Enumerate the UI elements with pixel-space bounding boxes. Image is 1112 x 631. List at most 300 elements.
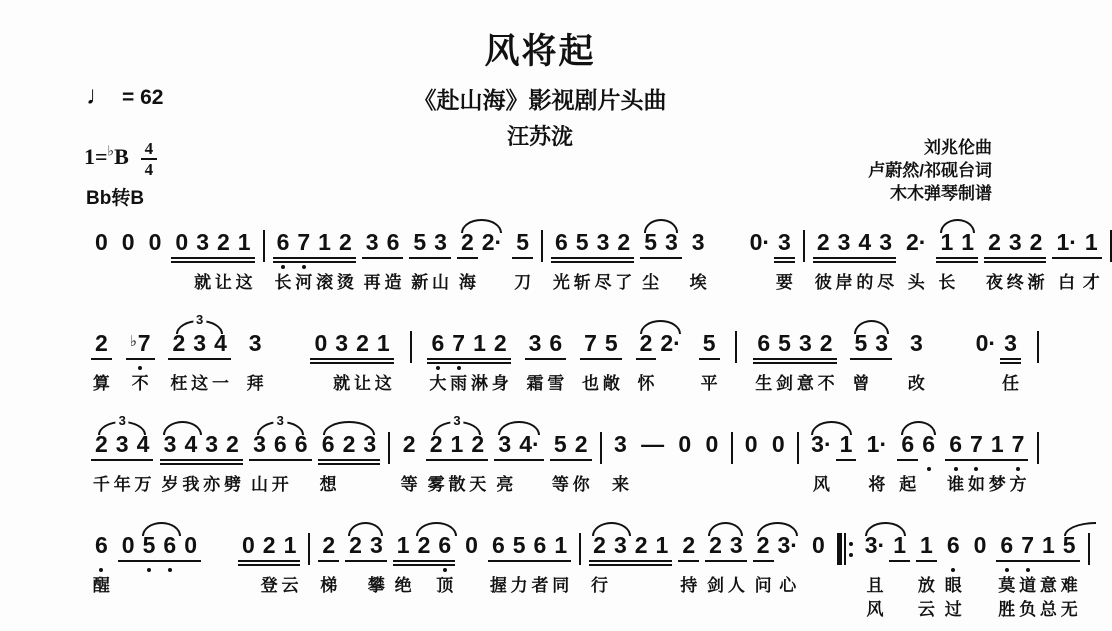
note-number: 2·: [906, 229, 927, 255]
note-number: 0: [465, 532, 478, 558]
lyric: 斩: [573, 273, 591, 292]
note-value: [808, 533, 829, 567]
note-number: 3: [163, 431, 177, 457]
barline: [797, 432, 799, 464]
note-number: 6: [1000, 532, 1014, 558]
note-value: [160, 432, 181, 466]
note-number: 2·: [481, 229, 503, 255]
note-value: [427, 331, 448, 365]
note-token: [966, 432, 987, 497]
note-number: 2: [262, 532, 276, 558]
note-number: 3: [205, 431, 219, 457]
note-group: [916, 533, 937, 622]
lyric: 亮: [496, 475, 514, 494]
note-value: [359, 432, 380, 466]
note-number: 3: [798, 330, 812, 356]
note-number: 0·: [749, 229, 771, 255]
slur-arc: [901, 421, 936, 435]
music-line: [88, 413, 1044, 497]
lyric: 这: [191, 374, 209, 393]
note-token: [171, 230, 192, 295]
lyric: 大: [429, 374, 447, 393]
note-token: [512, 230, 533, 295]
note-token: [383, 230, 404, 295]
octave-dot: [457, 366, 461, 370]
artist-name: 汪苏泷: [506, 124, 573, 149]
barline: [1088, 533, 1090, 565]
note-value: [795, 331, 816, 365]
note-group: [753, 331, 836, 396]
note-value: [409, 230, 430, 264]
note-number: 6: [946, 532, 960, 558]
note-token: [945, 432, 966, 497]
note-token: [213, 230, 234, 295]
lyric: 就: [333, 374, 351, 393]
note-token: [91, 230, 112, 295]
note-group: [310, 331, 393, 396]
note-token: [551, 230, 572, 295]
note-value: [753, 533, 774, 567]
note-token: [610, 533, 631, 622]
lyric: 山: [251, 475, 268, 494]
note-value: [133, 432, 154, 466]
note-number: 3: [498, 431, 512, 457]
lyric: 梦: [988, 475, 1006, 494]
note-value: [1081, 230, 1102, 264]
note-token: [610, 432, 631, 497]
repeat-thin-bar: [844, 533, 846, 565]
note-group: [118, 533, 201, 622]
lyric: 风: [812, 475, 830, 494]
note-number: 2: [634, 532, 648, 558]
note-value: [589, 533, 610, 567]
lyric: 枉: [170, 374, 188, 393]
note-value: [701, 432, 722, 466]
note-value: [1026, 230, 1047, 264]
note-number: 1: [655, 532, 669, 558]
note-group: [399, 432, 420, 497]
slur-arc: [757, 522, 798, 536]
note-token: [768, 432, 789, 497]
note-number: 7: [970, 431, 983, 457]
lyric: 任: [1001, 374, 1019, 393]
lyric: 散: [448, 475, 466, 494]
note-group: [318, 533, 339, 622]
lyric: 绝: [394, 576, 412, 595]
note-token: [192, 230, 213, 295]
slur-arc: [640, 320, 681, 334]
note-group: [636, 331, 685, 396]
note-number: 7: [584, 330, 597, 356]
note-number: 6: [757, 330, 771, 356]
slur-arc: [854, 320, 889, 334]
note-token: [457, 230, 478, 295]
note-value: [936, 230, 957, 264]
note-number: 1: [990, 431, 1004, 457]
note-token: [91, 533, 112, 622]
note-token: [863, 432, 891, 497]
note-token: [746, 230, 774, 295]
slur-arc: [416, 522, 457, 536]
note-token: [571, 432, 592, 497]
note-token: [314, 230, 335, 295]
lyric: 滚: [316, 273, 334, 292]
note-group: [906, 331, 927, 396]
note-number: 4: [136, 431, 150, 457]
note-number: 2: [988, 229, 1001, 255]
note-token: [478, 230, 506, 295]
key-letter: B: [114, 144, 129, 170]
note-number: 6: [901, 431, 915, 457]
note-value: [863, 432, 891, 466]
note-token: [467, 432, 488, 497]
lyric: 烫: [336, 273, 354, 292]
note-value: [189, 331, 210, 365]
note-value: [871, 331, 892, 365]
note-value: [678, 533, 699, 567]
note-number: 6: [491, 532, 505, 558]
note-token: [145, 230, 166, 295]
note-token: [699, 331, 720, 396]
note-value: [366, 533, 387, 567]
slur-arc: [348, 522, 383, 536]
lyric: 天: [469, 475, 487, 494]
note-token: [918, 432, 939, 497]
note-number: 3: [729, 532, 743, 558]
note-group: [171, 230, 254, 295]
note-number: 0: [121, 229, 135, 255]
note-token: [816, 331, 837, 396]
lyric: 亦: [203, 475, 221, 494]
note-value: [509, 533, 530, 567]
note-group: [580, 331, 622, 396]
note-group: [996, 533, 1079, 622]
transcriber-credit: 木木弹琴制谱: [890, 184, 992, 203]
note-group: [688, 230, 709, 295]
lyric-verse2: 负: [1019, 600, 1037, 619]
note-token: [345, 533, 366, 622]
note-value: [448, 331, 469, 365]
note-value: [610, 533, 631, 567]
song-subtitle: 《赴山海》影视剧片头曲: [413, 87, 667, 113]
lyric: 白: [1058, 273, 1076, 292]
lyric: 眼: [944, 576, 962, 595]
note-number: 3: [1004, 330, 1017, 356]
note-number: 3: [196, 229, 209, 255]
lyric: 雾: [427, 475, 445, 494]
note-group: [807, 432, 856, 497]
note-number: 3: [115, 431, 129, 457]
note-number: 3: [434, 229, 447, 255]
note-token: [652, 533, 673, 622]
note-group: [91, 413, 153, 497]
flat-icon: ♭: [107, 144, 115, 160]
note-number: 6: [431, 330, 445, 356]
note-number: 3: [664, 229, 678, 255]
note-token: [640, 230, 661, 295]
lyric: 尽: [594, 273, 612, 292]
lyric: 霜: [526, 374, 544, 393]
barline: [388, 432, 390, 464]
note-number: 3: [1008, 229, 1022, 255]
note-token: [970, 533, 991, 622]
note-value: [836, 432, 857, 466]
octave-dot: [927, 467, 931, 471]
note-group: [238, 533, 300, 622]
note-value: [774, 331, 795, 365]
note-number: —: [641, 431, 665, 457]
note-number: 1: [376, 330, 390, 356]
note-group: [945, 432, 1028, 497]
note-value: [726, 533, 747, 567]
slur-arc: [163, 421, 202, 435]
note-token: [957, 230, 978, 295]
note-value: [1038, 533, 1059, 567]
note-token: [339, 432, 360, 497]
lyric: 者: [531, 576, 549, 595]
quarter-note-icon: ♩: [86, 80, 112, 110]
note-number: 1·: [1056, 229, 1077, 255]
note-token: [807, 432, 835, 497]
note-value: [972, 331, 1000, 365]
lyric: 顶: [436, 576, 454, 595]
note-token: [222, 432, 243, 497]
note-number: 0: [121, 532, 135, 558]
note-number: 6: [386, 229, 400, 255]
barline: [541, 230, 543, 262]
note-group: [551, 230, 634, 295]
note-number: 1·: [866, 431, 888, 457]
slur-arc: [461, 219, 502, 233]
octave-dot: [1016, 467, 1020, 471]
note-number: 3: [335, 330, 349, 356]
lyric: 尘: [642, 273, 660, 292]
note-number: 3: [879, 229, 893, 255]
note-token: [515, 432, 543, 497]
note-number: 2: [574, 431, 588, 457]
note-number: 2: [349, 532, 362, 558]
note-number: 2: [471, 431, 485, 457]
note-group: [512, 230, 533, 295]
note-group: [972, 331, 1021, 396]
note-value: [210, 331, 231, 365]
barline: [735, 331, 737, 363]
note-value: [245, 331, 266, 365]
lyric: 方: [1009, 475, 1027, 494]
note-value: [571, 432, 592, 466]
lyric: 河: [295, 273, 313, 292]
note-group: [91, 230, 112, 295]
note-group: [813, 230, 896, 295]
lyric-verse2: 风: [866, 600, 884, 619]
note-token: [427, 331, 448, 396]
note-group: [897, 432, 939, 497]
lyric: 人: [727, 576, 745, 595]
slur-arc: [865, 522, 906, 536]
note-number: 5: [702, 330, 716, 356]
note-number: 0: [973, 532, 987, 558]
note-token: [916, 533, 937, 622]
note-token: [318, 432, 339, 497]
lyric: 剑: [776, 374, 794, 393]
note-group: [345, 533, 387, 622]
note-token: [318, 533, 339, 622]
note-group: [362, 230, 404, 295]
note-group: [245, 331, 266, 396]
note-value: [1017, 533, 1038, 567]
note-token: [469, 331, 490, 396]
note-value: [234, 230, 255, 264]
note-number: 7: [137, 330, 151, 356]
note-token: [509, 533, 530, 622]
note-group: [494, 432, 543, 497]
note-number: 2: [356, 330, 369, 356]
note-value: [530, 533, 551, 567]
note-token: [678, 533, 699, 622]
note-value: [457, 230, 478, 264]
note-value: [551, 230, 572, 264]
note-number: 1: [920, 532, 933, 558]
lyric: 问: [754, 576, 772, 595]
note-group: [91, 331, 112, 396]
note-group: [1052, 230, 1101, 295]
note-number: 1: [318, 229, 331, 255]
note-value: [1000, 331, 1021, 365]
note-token: [1008, 432, 1029, 497]
lyric: 将: [868, 475, 886, 494]
lyric: 渐: [1027, 273, 1045, 292]
note-value: [601, 331, 622, 365]
note-token: [293, 230, 314, 295]
note-value: [201, 432, 222, 466]
note-number: 2: [756, 532, 770, 558]
octave-dot: [1026, 568, 1030, 572]
note-value: [461, 533, 482, 567]
barline: [1037, 331, 1039, 363]
octave-dot: [954, 467, 958, 471]
time-signature-top: 4: [144, 139, 154, 158]
note-token: [1017, 533, 1038, 622]
note-value: [861, 533, 889, 567]
note-token: [1026, 230, 1047, 295]
note-token: [238, 533, 259, 622]
barline: [731, 432, 733, 464]
note-group: [589, 533, 672, 622]
barline: [1037, 432, 1039, 464]
lyric: 醒: [92, 576, 110, 595]
note-value: [550, 432, 571, 466]
triplet-number: 3: [274, 413, 287, 428]
lyric: 长: [938, 273, 956, 292]
note-token: [1005, 230, 1026, 295]
note-number: 5: [854, 330, 868, 356]
note-number: 3: [691, 229, 705, 255]
note-number: 0: [678, 431, 692, 457]
note-value: [159, 533, 180, 567]
lyric: 剑: [707, 576, 725, 595]
note-number: 0: [811, 532, 825, 558]
lyric: 要: [775, 273, 793, 292]
note-value: [996, 533, 1017, 567]
note-value: [488, 533, 509, 567]
note-token: [741, 432, 762, 497]
note-token: [593, 230, 614, 295]
note-value: [171, 230, 192, 264]
note-group: [145, 230, 166, 295]
lyric: 平: [700, 374, 718, 393]
lyric: 光: [552, 273, 570, 292]
note-group: [118, 230, 139, 295]
note-number: 5: [575, 229, 589, 255]
note-number: 3: [365, 229, 379, 255]
note-token: [310, 331, 331, 396]
note-value: [91, 230, 112, 264]
note-token: [550, 432, 571, 497]
note-value: [494, 432, 515, 466]
note-value: [572, 230, 593, 264]
note-token: [656, 331, 684, 396]
note-number: 6: [438, 532, 452, 558]
note-number: 6: [949, 431, 963, 457]
note-number: 2: [95, 330, 108, 356]
note-token: [631, 533, 652, 622]
barline: [308, 533, 310, 565]
note-value: [291, 432, 312, 466]
note-token: [160, 432, 181, 497]
note-token: [448, 331, 469, 396]
barline: [600, 432, 602, 464]
note-number: 2: [429, 431, 443, 457]
composer-credit: 刘兆伦曲: [924, 138, 992, 157]
note-value: [362, 230, 383, 264]
time-signature-bottom: 4: [144, 160, 154, 179]
note-token: [461, 533, 482, 622]
note-group: [168, 312, 230, 396]
note-value: [902, 230, 930, 264]
note-value: [512, 230, 533, 264]
note-number: 5: [512, 532, 526, 558]
note-token: [1000, 331, 1021, 396]
barline: [410, 331, 412, 363]
note-number: 7: [297, 229, 311, 255]
lyric: 生: [755, 374, 773, 393]
note-group: [249, 413, 311, 497]
note-value: [426, 432, 447, 466]
note-value: [550, 533, 571, 567]
lyric: 曾: [852, 374, 870, 393]
note-value: [192, 230, 213, 264]
barline: [263, 230, 265, 262]
note-value: [1059, 533, 1080, 567]
lyric: 终: [1006, 273, 1024, 292]
lyric: 算: [92, 374, 110, 393]
note-value: [984, 230, 1005, 264]
lyric-verse2: 云: [917, 600, 935, 619]
note-token: [118, 533, 139, 622]
note-token: [133, 432, 154, 497]
slur-arc: [142, 522, 181, 536]
note-value: [661, 230, 682, 264]
note-token: [795, 331, 816, 396]
slur-arc: [708, 522, 743, 536]
note-token: [589, 533, 610, 622]
slur-arc: [498, 421, 539, 435]
note-number: 6: [555, 229, 568, 255]
lyric: 且: [866, 576, 884, 595]
lyric: 岁: [161, 475, 179, 494]
music-line: [88, 312, 1044, 396]
note-value: [331, 331, 352, 365]
